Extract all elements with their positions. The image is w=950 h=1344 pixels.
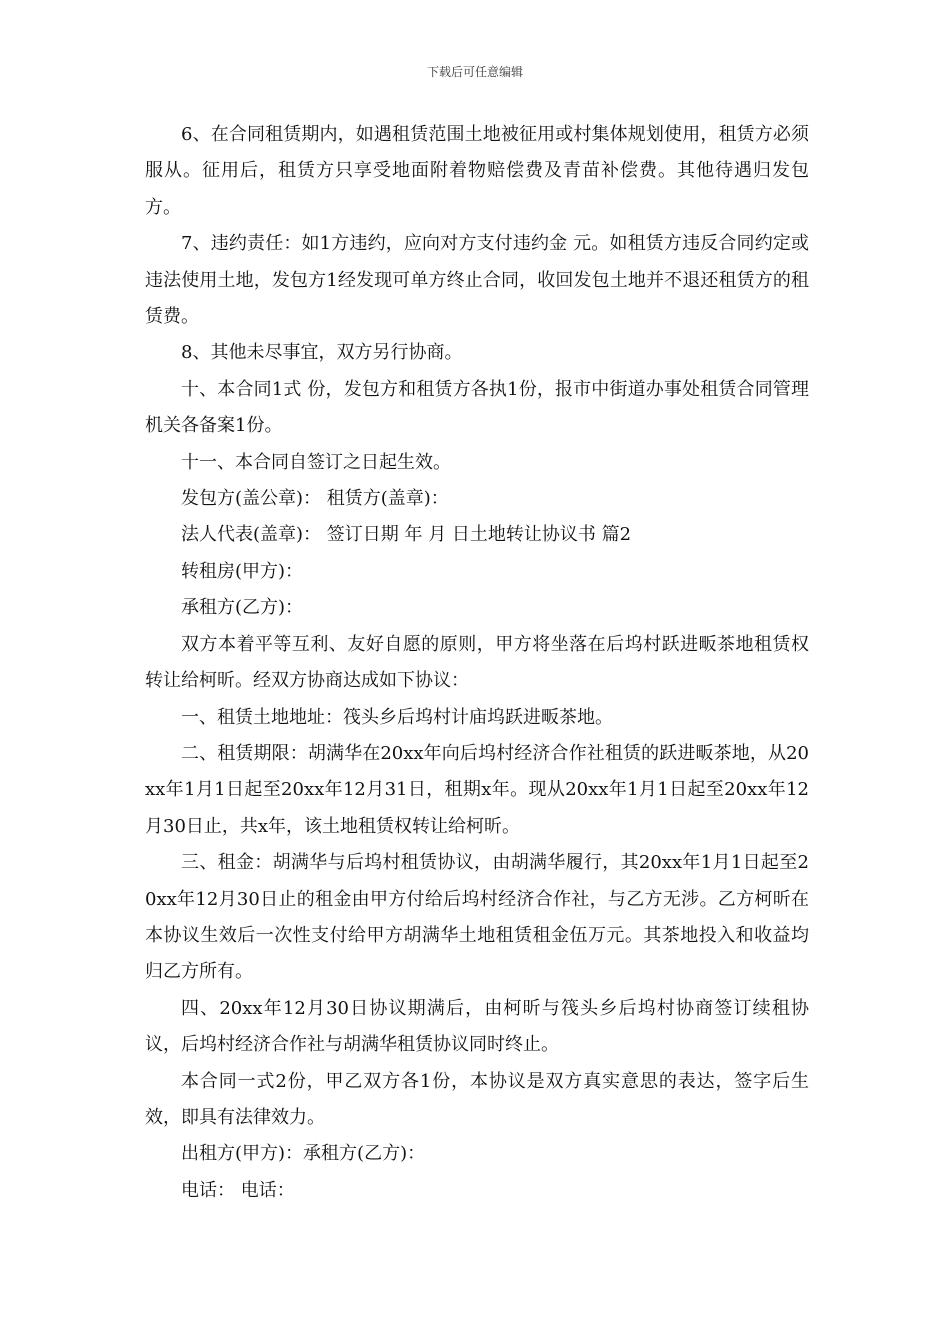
document-body <box>145 117 809 1209</box>
article-1-address: 一、租赁土地地址：筏头乡后坞村计庙坞跃进畈茶地。 <box>181 706 613 728</box>
signature-line-parties: 发包方(盖公章)： 租赁方(盖章)： <box>181 488 449 510</box>
party-b-line: 承租方(乙方)： <box>181 597 304 619</box>
clause-11-effective: 十一、本合同自签订之日起生效。 <box>181 451 451 473</box>
clause-7-liability: 7、违约责任：如1方违约，应向对方支付违约金 元。如租赁方违反合同约定或违法使用土地，发包方1经发现可单方终止合同，收回发包土地并不退还租赁方的租赁费。 <box>145 233 809 328</box>
article-2-term: 二、租赁期限：胡满华在20xx年向后坞村经济合作社租赁的跃进畈茶地，从20xx年1月1日起至20xx年12月31日，租期x年。现从20xx年1月1日起至20xx年12月30日止，共x年，该土地租赁权转让给柯昕。 <box>145 742 809 837</box>
clause-10-copies: 十、本合同1式 份，发包方和租赁方各执1份，报市中街道办事处租赁合同管理机关各备案1份。 <box>145 378 809 437</box>
page-header-note: 下载后可任意编辑 <box>426 65 523 79</box>
clause-6-requisition: 6、在合同租赁期内，如遇租赁范围土地被征用或村集体规划使用，租赁方必须服从。征用后，租赁方只享受地面附着物赔偿费及青苗补偿费。其他待遇归发包方。 <box>145 124 809 218</box>
phone-line: 电话： 电话： <box>181 1179 295 1201</box>
copies-and-validity: 本合同一式2份，甲乙双方各1份，本协议是双方真实意思的表达，签字后生效，即具有法律效力。 <box>145 1070 809 1128</box>
party-a-line: 转租房(甲方)： <box>181 560 304 582</box>
clause-8-other-matters: 8、其他未尽事宜，双方另行协商。 <box>181 342 463 364</box>
article-3-rent: 三、租金：胡满华与后坞村租赁协议，由胡满华履行，其20xx年1月1日起至20xx年12月30日止的租金由甲方付给后坞村经济合作社，与乙方无涉。乙方柯昕在本协议生效后一次性支付给甲方胡满华土地租赁租金伍万元。其茶地投入和收益均归乙方所有。 <box>145 852 809 983</box>
article-4-renewal: 四、20xx年12月30日协议期满后，由柯昕与筏头乡后坞村协商签订续租协议，后坞村经济合作社与胡满华租赁协议同时终止。 <box>145 997 809 1056</box>
preamble-paragraph: 双方本着平等互利、友好自愿的原则，甲方将坐落在后坞村跃进畈茶地租赁权转让给柯昕。经双方协商达成如下协议： <box>145 633 809 692</box>
signature-line-legal-rep: 法人代表(盖章)： 签订日期 年 月 日土地转让协议书 篇2 <box>181 524 632 546</box>
signature-lessor-lessee: 出租方(甲方)：承租方(乙方)： <box>181 1143 426 1165</box>
